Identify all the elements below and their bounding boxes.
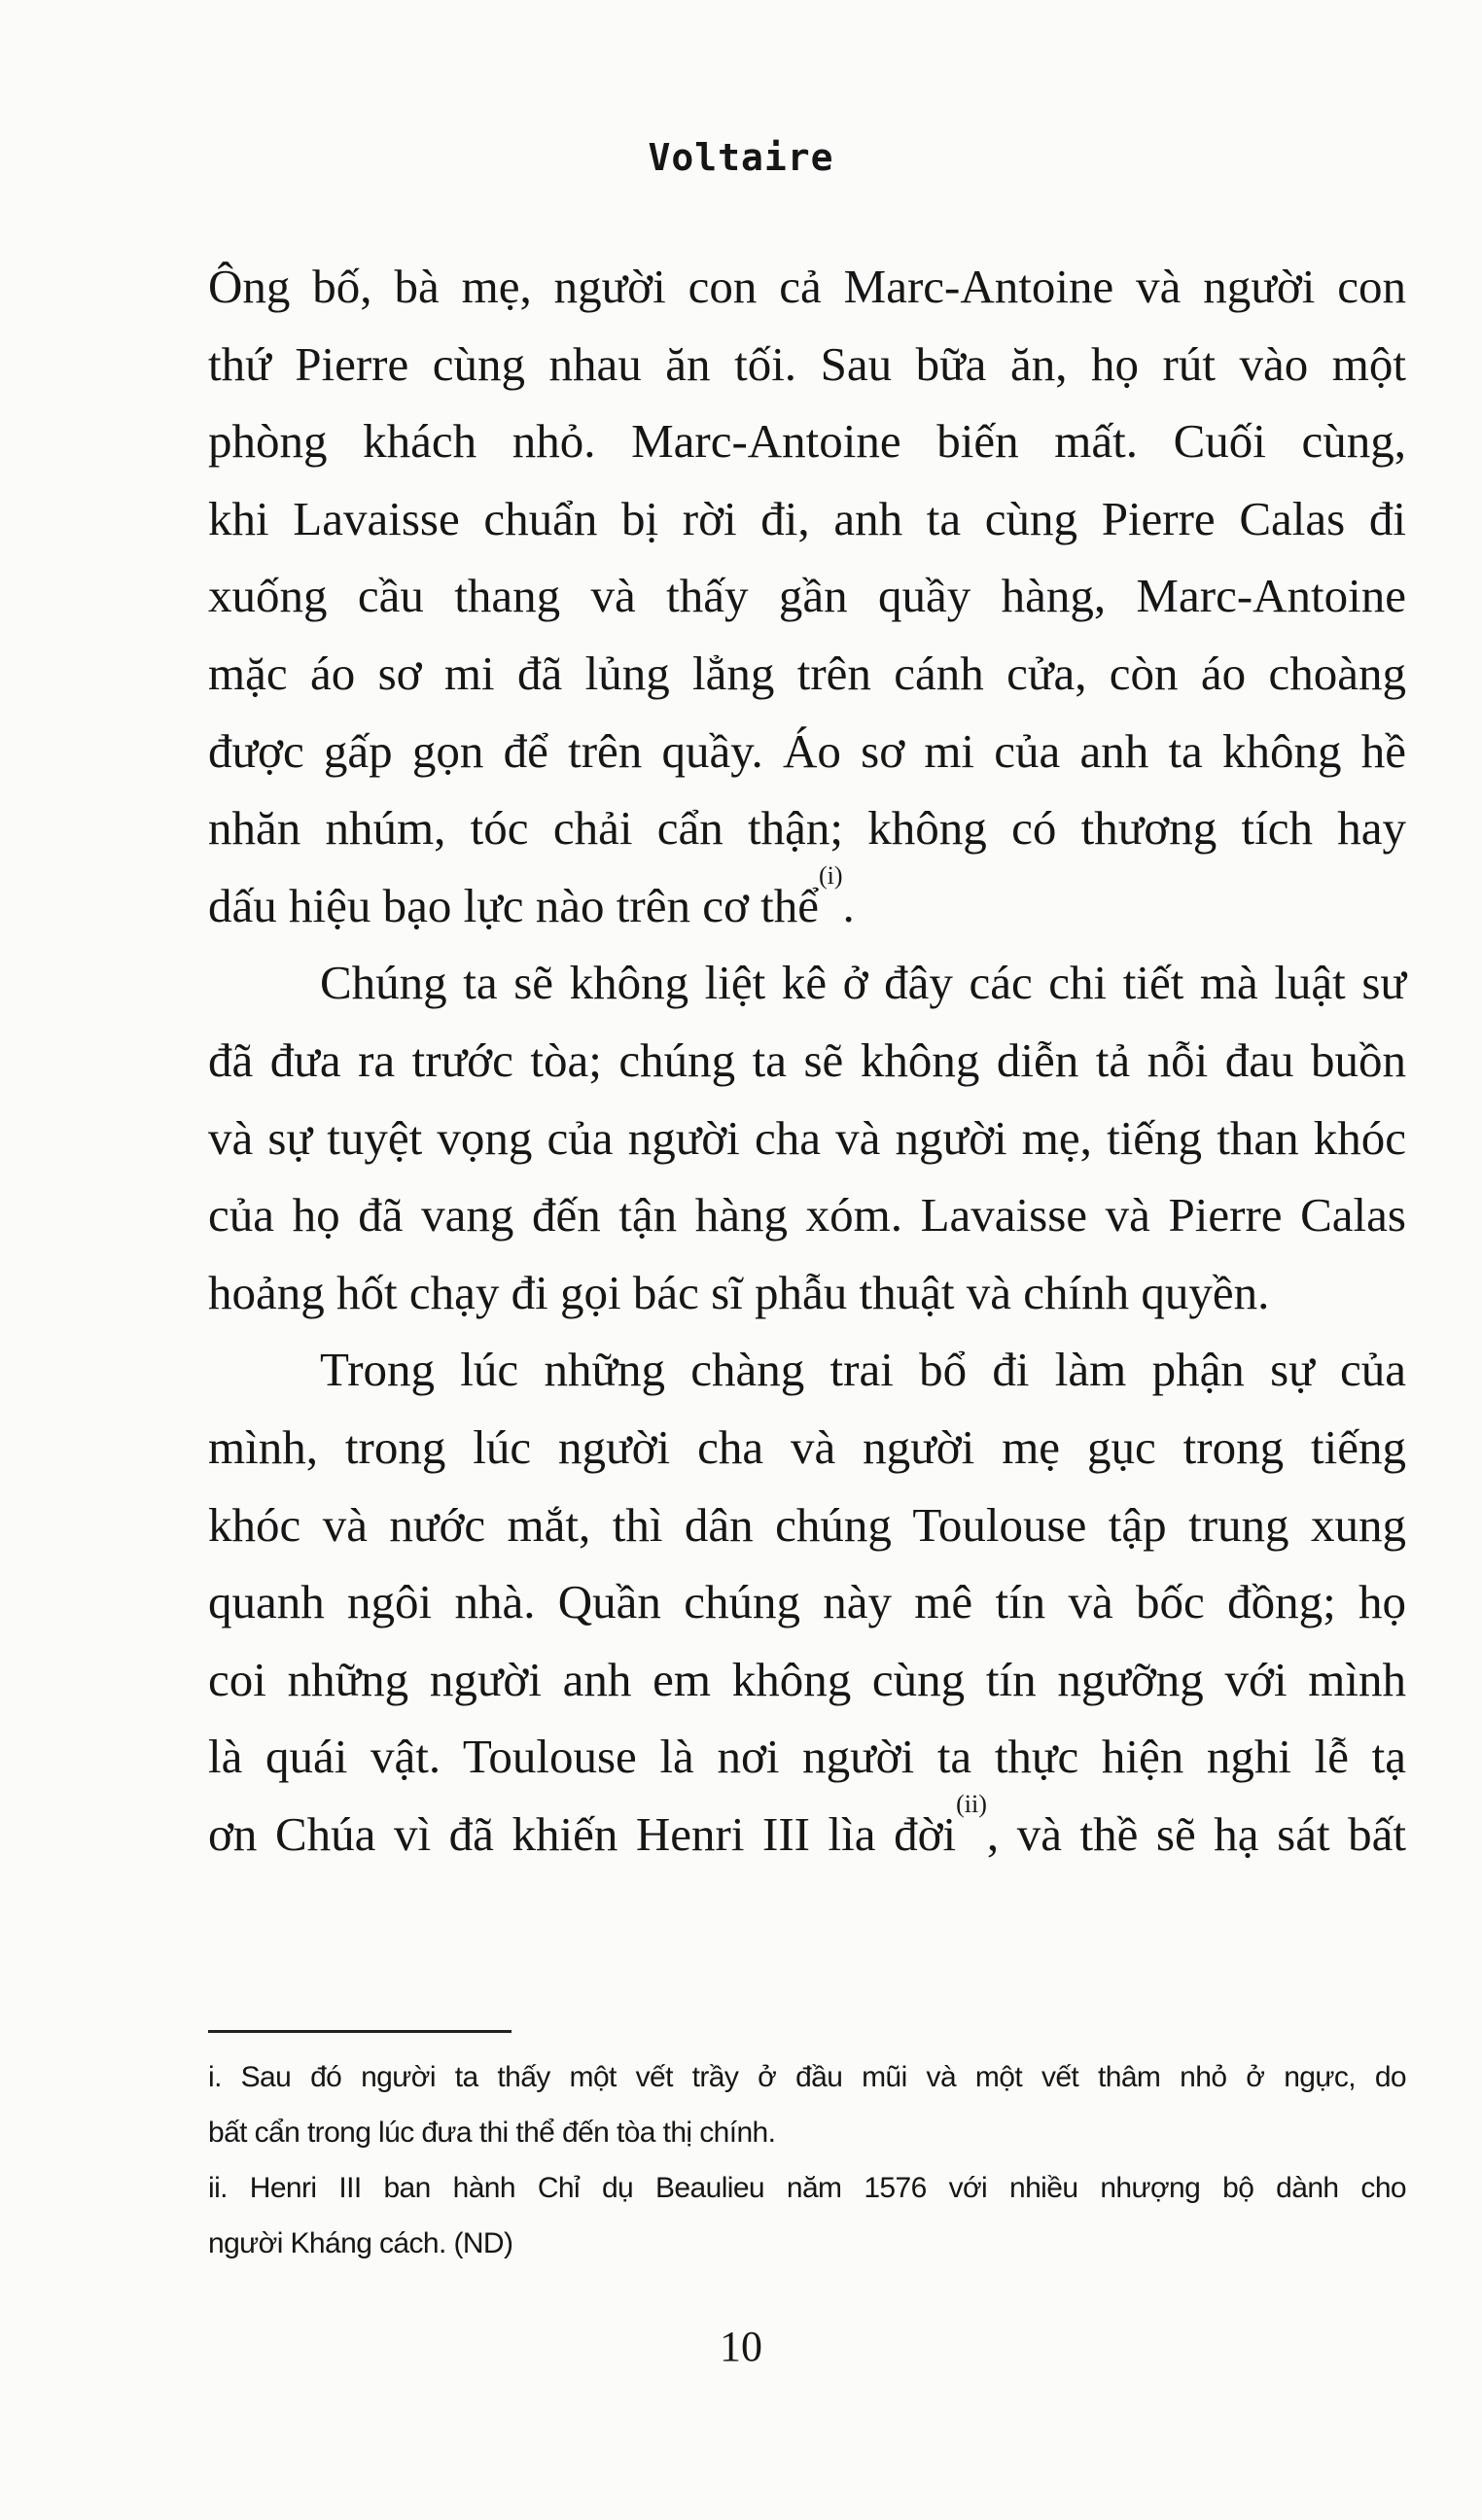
text-line [208,860,1406,945]
footnotes [208,2049,1406,2271]
line-text: , và thề sẽ hạ sát bất [986,1806,1406,1861]
text-line [208,480,1406,558]
footnote-marker: (ii) [956,1789,987,1818]
running-header: Voltaire [648,136,834,179]
line-text: là quái vật. Toulouse là nơi người ta thực hiện nghi lễ tạ [208,1730,1406,1784]
line-text: đã đưa ra trước tòa; chúng ta sẽ không diễn tả nỗi đau buồn [208,1032,1406,1087]
line-text: Ông bố, bà mẹ, người con cả Marc-Antoine và người con [208,260,1406,313]
line-text: của họ đã vang đến tận hàng xóm. Lavaisse và Pierre Calas [208,1188,1406,1242]
line-text: Trong lúc những chàng trai bổ đi làm phận sự của [320,1343,1406,1397]
text-line [208,1409,1406,1487]
text-line [208,1176,1406,1254]
line-text: khóc và nước mắt, thì dân chúng Toulouse tập trung xung [208,1497,1406,1552]
text-line [208,402,1406,480]
text-line [208,1022,1406,1100]
text-line [208,557,1406,635]
line-text: mình, trong lúc người cha và người mẹ gục trong tiếng [208,1419,1406,1474]
text-line [208,789,1406,867]
footnote-line: ii. Henri III ban hành Chỉ dụ Beaulieu năm 1576 với nhiều nhượng bộ dành cho [208,2172,1406,2204]
footnote-line: i. Sau đó người ta thấy một vết trầy ở đầu mũi và một vết thâm nhỏ ở ngực, do [208,2061,1406,2093]
line-text: thứ Pierre cùng nhau ăn tối. Sau bữa ăn, họ rút vào một [208,336,1406,391]
text-line [208,713,1406,790]
line-text: nhăn nhúm, tóc chải cẩn thận; không có thương tích hay [208,801,1406,856]
text-line [208,1563,1406,1641]
text-line [208,1789,1406,1873]
footnote-ii [208,2160,1406,2271]
text-line [208,1254,1406,1332]
line-text: Chúng ta sẽ không liệt kê ở đây các chi tiết mà luật sư [320,956,1406,1010]
line-text: mặc áo sơ mi đã lủng lẳng trên cánh cửa, còn áo choàng [208,646,1406,700]
line-text: được gấp gọn để trên quầy. Áo sơ mi của anh ta không hề [208,723,1406,778]
line-text: phòng khách nhỏ. Marc-Antoine biến mất. Cuối cùng, [208,414,1406,469]
line-text: ơn Chúa vì đã khiến Henri III lìa đời [208,1806,957,1861]
line-text: dấu hiệu bạo lực nào trên cơ thể [208,878,819,932]
line-text: hoảng hốt chạy đi gọi bác sĩ phẫu thuật và chính quyền. [208,1265,1270,1319]
line-text: . [842,878,855,932]
page-number: 10 [720,2323,762,2370]
footnote-line: bất cẩn trong lúc đưa thi thể đến tòa thị chính. [208,2117,776,2149]
text-line [208,1331,1406,1409]
text-line [208,248,1406,326]
footnote-i [208,2049,1406,2160]
text-line [208,326,1406,403]
line-text: coi những người anh em không cùng tín ngưỡng với mình [208,1652,1406,1706]
text-line [208,1718,1406,1796]
footnote-line: người Kháng cách. (ND) [208,2227,513,2259]
line-text: và sự tuyệt vọng của người cha và người mẹ, tiếng than khóc [208,1110,1406,1165]
footnote-divider [208,2030,512,2033]
text-line [208,1487,1406,1564]
text-line [208,944,1406,1022]
footnote-marker: (i) [818,860,843,890]
text-line [208,1641,1406,1719]
text-line [208,635,1406,713]
text-line [208,1100,1406,1177]
line-text: quanh ngôi nhà. Quần chúng này mê tín và bốc đồng; họ [208,1575,1406,1629]
line-text: khi Lavaisse chuẩn bị rời đi, anh ta cùng Pierre Calas đi [208,491,1406,545]
line-text: xuống cầu thang và thấy gần quầy hàng, Marc-Antoine [208,569,1406,623]
body-text [208,248,1406,1872]
